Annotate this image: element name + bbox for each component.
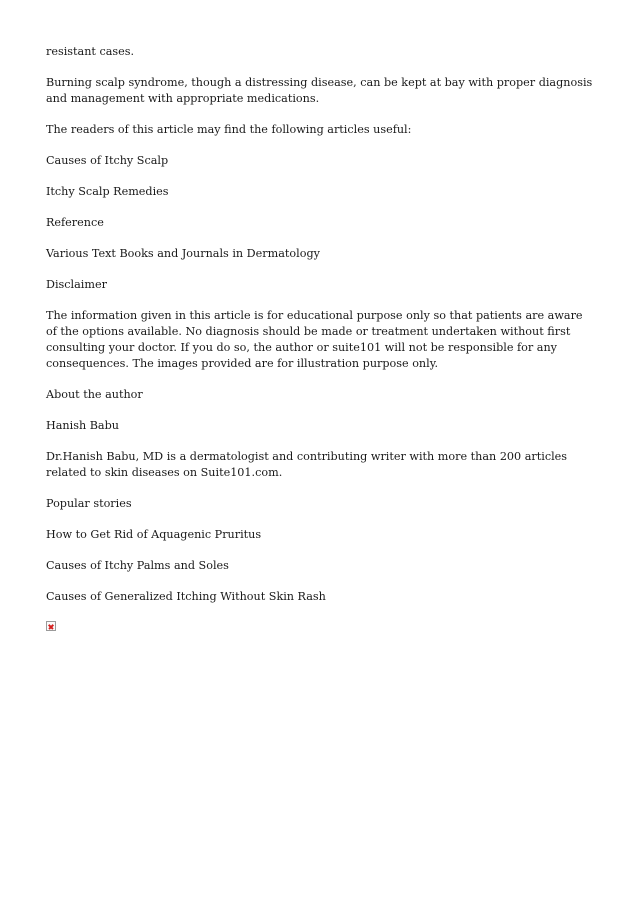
popular-story-itchy-palms-soles[interactable]: Causes of Itchy Palms and Soles [46,559,229,572]
popular-stories-heading: Popular stories [46,497,132,510]
author-name: Hanish Babu [46,419,119,432]
related-article-itchy-scalp-remedies[interactable]: Itchy Scalp Remedies [46,185,169,198]
broken-image-placeholder [46,620,594,636]
reference-text: Various Text Books and Journals in Dermatology [46,247,320,260]
related-article-itchy-scalp-causes[interactable]: Causes of Itchy Scalp [46,154,169,167]
popular-story-generalized-itching[interactable]: Causes of Generalized Itching Without Skin Rash [46,590,326,603]
paragraph-related-intro: The readers of this article may find the following articles useful: [46,123,412,136]
popular-story-aquagenic-pruritus[interactable]: How to Get Rid of Aquagenic Pruritus [46,528,262,541]
reference-heading: Reference [46,216,104,229]
paragraph-conclusion: Burning scalp syndrome, though a distressing disease, can be kept at bay with proper diagnosis and management with appropriate medications. [46,76,593,105]
document-page [46,44,594,636]
disclaimer-heading: Disclaimer [46,278,107,291]
about-author-heading: About the author [46,388,143,401]
author-bio: Dr.Hanish Babu, MD is a dermatologist and contributing writer with more than 200 articles related to skin diseases on Suite101.com. [46,450,568,479]
paragraph-resistant-cases: resistant cases. [46,45,135,58]
broken-image-icon [46,621,56,631]
disclaimer-text: The information given in this article is for educational purpose only so that patients are aware of the options available. No diagnosis should be made or treatment undertaken without first consulting your doctor. If you do so, the author or suite101 will not be responsible for any consequences. The images provided are for illustration purpose only. [46,309,583,370]
